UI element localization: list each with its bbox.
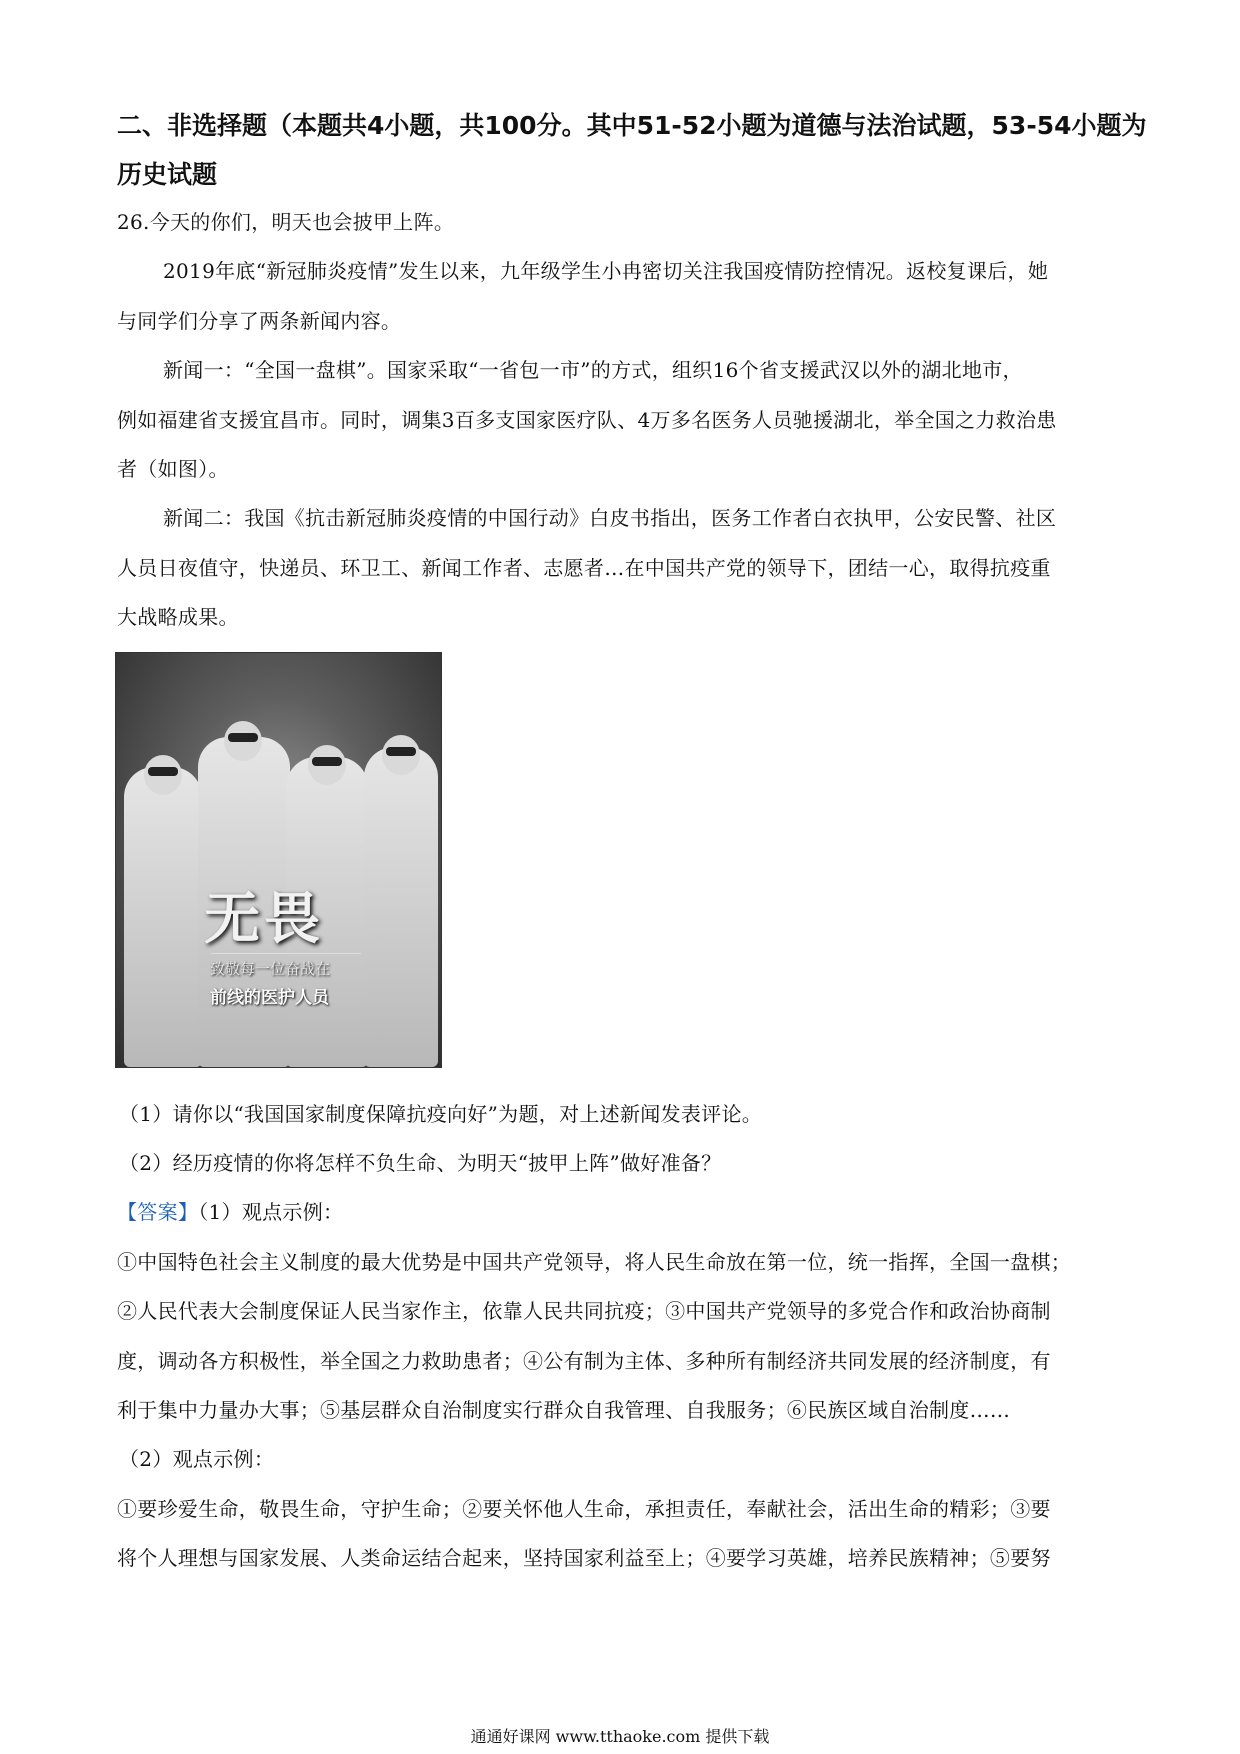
news-two: 人员日夜值守，快递员、环卫工、新闻工作者、志愿者…在中国共产党的领导下，团结一心，取得抗疫重 <box>117 556 1051 580</box>
section-title-cont: 历史试题 <box>117 160 218 189</box>
medical-staff-poster-image <box>115 652 442 1068</box>
news-two: 大战略成果。 <box>117 605 239 629</box>
answer-line: 将个人理想与国家发展、人类命运结合起来，坚持国家利益至上；④要学习英雄，培养民族精神；⑤要努 <box>117 1546 1051 1570</box>
news-one: 者（如图）。 <box>117 457 229 481</box>
figure-silhouette <box>364 747 438 1067</box>
goggles <box>386 747 416 756</box>
answer-line: ①要珍爱生命，敬畏生命，守护生命；②要关怀他人生命，承担责任，奉献社会，活出生命的精彩；③要 <box>117 1497 1051 1521</box>
poster-divider <box>211 953 361 954</box>
news-one: 例如福建省支援宜昌市。同时，调集3百多支国家医疗队、4万多名医务人员驰援湖北，举全国之力救治患 <box>117 408 1057 432</box>
answer-part1-head: （1）观点示例： <box>198 1200 344 1224</box>
news-two: 新闻二：我国《抗击新冠肺炎疫情的中国行动》白皮书指出，医务工作者白衣执甲，公安民警、社区 <box>163 506 1057 530</box>
goggles <box>148 767 178 776</box>
answer-line: ①中国特色社会主义制度的最大优势是中国共产党领导，将人民生命放在第一位，统一指挥，全国一盘棋； <box>117 1250 1072 1274</box>
sub-question-1: （1）请你以“我国国家制度保障抗疫向好”为题，对上述新闻发表评论。 <box>119 1102 763 1126</box>
answer-line: ②人民代表大会制度保证人民当家作主，依靠人民共同抗疫；③中国共产党领导的多党合作和政治协商制 <box>117 1299 1051 1323</box>
question-heading: 26.今天的你们，明天也会披甲上阵。 <box>117 210 455 234</box>
goggles <box>312 757 342 766</box>
question-para: 2019年底“新冠肺炎疫情”发生以来，九年级学生小冉密切关注我国疫情防控情况。返校复课后，她 <box>163 259 1049 283</box>
answer-tag: 【答案】 <box>117 1200 199 1224</box>
answer-line: 度，调动各方积极性，举全国之力救助患者；④公有制为主体、多种所有制经济共同发展的经济制度，有 <box>117 1349 1051 1373</box>
answer-part2-head: （2）观点示例： <box>119 1447 275 1471</box>
news-one: 新闻一：“全国一盘棋”。国家采取“一省包一市”的方式，组织16个省支援武汉以外的湖北地市， <box>163 358 1023 382</box>
poster-subtitle: 前线的医护人员 <box>210 988 329 1008</box>
page-footer: 通通好课网 www.tthaoke.com 提供下载 <box>470 1727 770 1746</box>
section-title: 二、非选择题（本题共4小题，共100分。其中51-52小题为道德与法治试题，53-54小题为 <box>117 111 1147 140</box>
sub-question-2: （2）经历疫情的你将怎样不负生命、为明天“披甲上阵”做好准备？ <box>119 1151 722 1175</box>
answer-line: 利于集中力量办大事；⑤基层群众自治制度实行群众自我管理、自我服务；⑥民族区域自治制度…… <box>117 1398 1011 1422</box>
poster-title: 无畏 <box>204 886 324 952</box>
answer-header <box>117 1196 343 1225</box>
poster-subtitle: 致敬每一位奋战在 <box>210 960 331 978</box>
figure-silhouette <box>124 767 202 1067</box>
question-para: 与同学们分享了两条新闻内容。 <box>117 309 402 333</box>
goggles <box>228 733 258 742</box>
